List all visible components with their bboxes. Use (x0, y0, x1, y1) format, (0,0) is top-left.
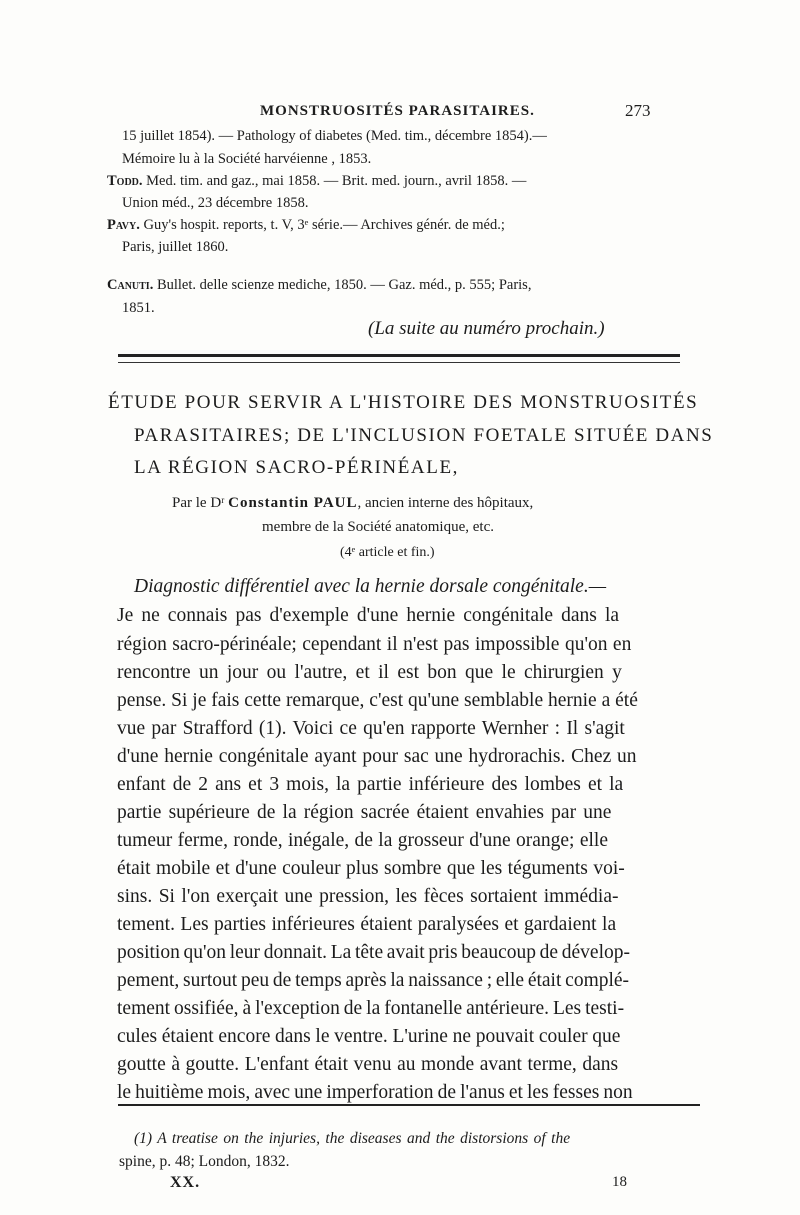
body-line: vue par Strafford (1). Voici ce qu'en rapporte Wernher : Il s'agit (117, 718, 625, 739)
body-line: tement ossifiée, à l'exception de la fontanelle antérieure. Les testi- (117, 998, 625, 1019)
continuation-note: (La suite au numéro prochain.) (368, 318, 605, 339)
body-line: était mobile et d'une couleur plus sombre que les téguments voi- (117, 858, 625, 879)
reference-line (107, 277, 531, 294)
reference-author: Pavy. (107, 217, 140, 233)
reference-line (107, 217, 505, 234)
running-title: MONSTRUOSITÉS PARASITAIRES. (260, 103, 535, 119)
section-heading: Diagnostic différentiel avec la hernie dorsale congénitale.— (134, 576, 607, 597)
body-line: goutte à goutte. L'enfant était venu au monde avant terme, dans (117, 1054, 619, 1075)
author-name: Constantin PAUL (228, 495, 358, 511)
article-part-note: (4ᵉ article et fin.) (340, 545, 435, 560)
article-title-line: ÉTUDE POUR SERVIR A L'HISTOIRE DES MONSTRUOSITÉS (108, 392, 699, 413)
body-line: pense. Si je fais cette remarque, c'est qu'une semblable hernie a été (117, 690, 638, 711)
article-title-line: LA RÉGION SACRO-PÉRINÉALE, (134, 457, 460, 478)
body-line: cules étaient encore dans le ventre. L'urine ne pouvait couler que (117, 1026, 621, 1047)
reference-line: 1851. (122, 300, 155, 316)
author-affiliation: membre de la Société anatomique, etc. (262, 519, 494, 535)
body-line: d'une hernie congénitale ayant pour sac une hydrorachis. Chez un (117, 746, 637, 767)
footnote-rule (118, 1104, 700, 1106)
body-line: le huitième mois, avec une imperforation de l'anus et les fesses non (117, 1082, 633, 1103)
author-line (172, 495, 533, 512)
reference-line: 15 juillet 1854). — Pathology of diabetes (Med. tim., décembre 1854).— (122, 128, 547, 144)
reference-text: Guy's hospit. reports, t. V, 3ᵉ série.— Archives génér. de méd.; (139, 217, 505, 233)
signature-number: 18 (612, 1174, 627, 1190)
section-rule (118, 354, 680, 357)
reference-line: Paris, juillet 1860. (122, 239, 229, 255)
reference-line: Mémoire lu à la Société harvéienne , 1853. (122, 151, 372, 167)
footnote-line: (1) A treatise on the injuries, the diseases and the distorsions of the (134, 1130, 571, 1147)
footnote-line: spine, p. 48; London, 1832. (119, 1153, 290, 1170)
reference-text: Med. tim. and gaz., mai 1858. — Brit. med. journ., avril 1858. — (142, 173, 527, 189)
body-line: partie supérieure de la région sacrée étaient envahies par une (117, 802, 612, 823)
page-number: 273 (625, 101, 651, 120)
author-prefix: Par le Dʳ (172, 495, 229, 511)
body-line: région sacro-périnéale; cependant il n'est pas impossible qu'on en (117, 634, 632, 655)
article-title-line: PARASITAIRES; DE L'INCLUSION FOETALE SITUÉE DANS (134, 425, 714, 446)
body-line: position qu'on leur donnait. La tête avait pris beaucoup de dévelop- (117, 942, 630, 963)
body-line: tement. Les parties inférieures étaient paralysées et gardaient la (117, 914, 617, 935)
reference-author: Todd. (107, 173, 143, 189)
reference-line: Union méd., 23 décembre 1858. (122, 195, 309, 211)
signature-mark: XX. (170, 1174, 201, 1191)
body-line: pement, surtout peu de temps après la naissance ; elle était complé- (117, 970, 630, 991)
reference-line (107, 173, 526, 190)
body-line: rencontre un jour ou l'autre, et il est bon que le chirurgien y (117, 662, 622, 683)
author-suffix: , ancien interne des hôpitaux, (357, 495, 534, 511)
body-line: enfant de 2 ans et 3 mois, la partie inférieure des lombes et la (117, 774, 624, 795)
section-rule (118, 362, 680, 363)
reference-text: Bullet. delle scienze mediche, 1850. — Gaz. méd., p. 555; Paris, (153, 277, 532, 293)
body-line: sins. Si l'on exerçait une pression, les fèces sortaient immédia- (117, 886, 619, 907)
reference-author: Canuti. (107, 277, 154, 293)
body-line: Je ne connais pas d'exemple d'une hernie congénitale dans la (117, 605, 620, 626)
body-line: tumeur ferme, ronde, inégale, de la grosseur d'une orange; elle (117, 830, 608, 851)
